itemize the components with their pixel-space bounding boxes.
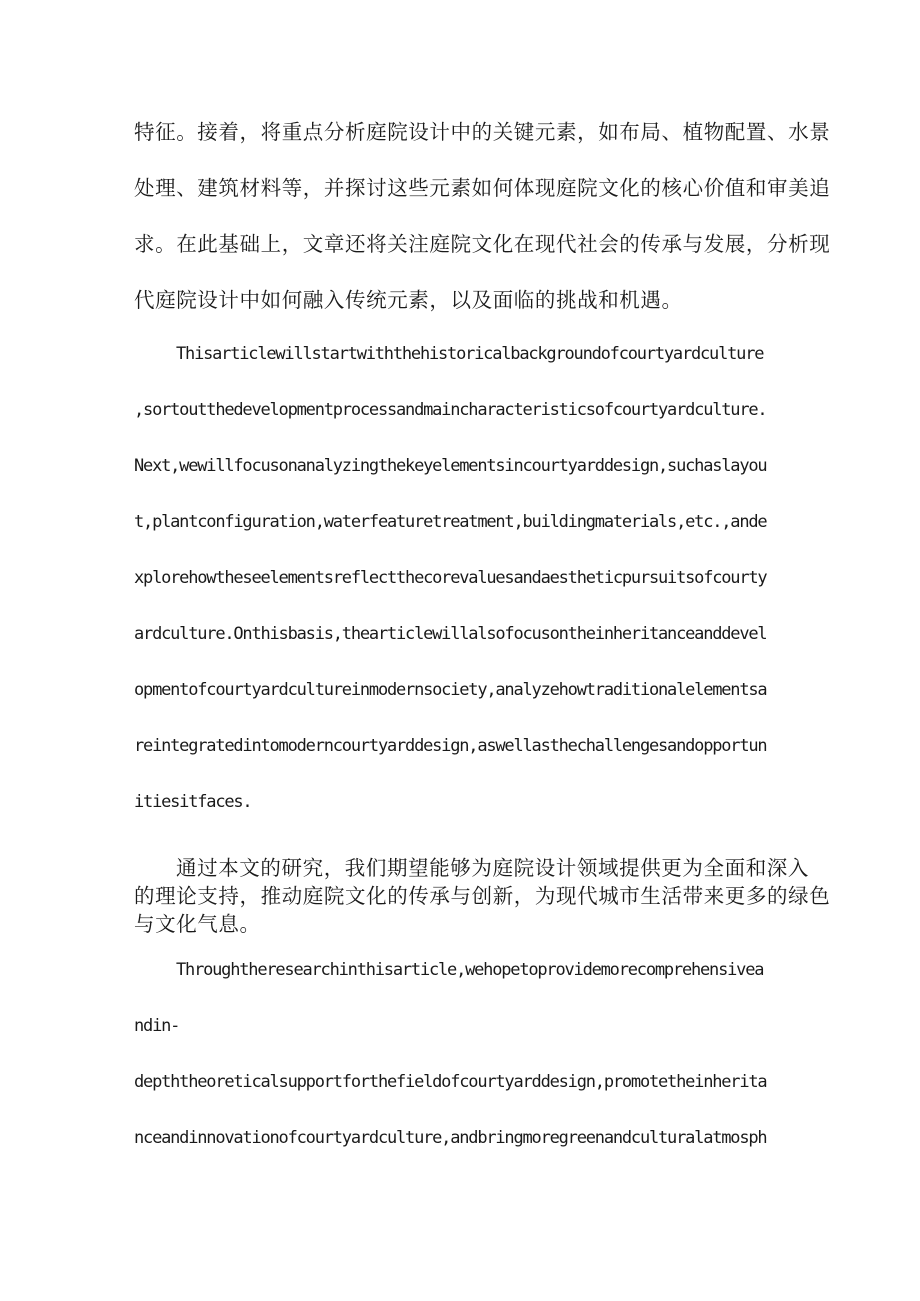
text-line: reintegratedintomoderncourtyarddesign,aswellasthechallengesandopportun <box>134 736 767 756</box>
text-line: 特征。接着，将重点分析庭院设计中的关键元素，如布局、植物配置、水景 <box>134 120 831 144</box>
text-line: Throughtheresearchinthisarticle,wehopetoprovidemorecomprehensivea <box>176 960 764 980</box>
text-line: Thisarticlewillstartwiththehistoricalbackgroundofcourtyardculture <box>176 344 764 364</box>
text-line: opmentofcourtyardcultureinmodernsociety,analyzehowtraditionalelementsa <box>134 680 767 700</box>
text-line: depththeoreticalsupportforthefieldofcourtyarddesign,promotetheinherita <box>134 1072 767 1092</box>
text-line: ndin- <box>134 1016 180 1036</box>
text-line: 处理、建筑材料等，并探讨这些元素如何体现庭院文化的核心价值和审美追 <box>134 176 831 200</box>
text-line: 通过本文的研究，我们期望能够为庭院设计领域提供更为全面和深入 <box>176 856 809 880</box>
text-line: ardculture.Onthisbasis,thearticlewillalsofocusontheinheritanceanddevel <box>134 624 767 644</box>
text-line: 与文化气息。 <box>134 912 261 936</box>
text-line: t,plantconfiguration,waterfeaturetreatment,buildingmaterials,etc.,ande <box>134 512 767 532</box>
text-line: Next,wewillfocusonanalyzingthekeyelementsincourtyarddesign,suchaslayou <box>134 456 767 476</box>
text-line: ,sortoutthedevelopmentprocessandmaincharacteristicsofcourtyardculture. <box>134 400 767 420</box>
text-line: 求。在此基础上，文章还将关注庭院文化在现代社会的传承与发展，分析现 <box>134 232 831 256</box>
text-line: 的理论支持，推动庭院文化的传承与创新，为现代城市生活带来更多的绿色 <box>134 884 831 908</box>
text-line: itiesitfaces. <box>134 792 252 812</box>
text-line: xplorehowtheseelementsreflectthecorevaluesandaestheticpursuitsofcourty <box>134 568 767 588</box>
text-line: 代庭院设计中如何融入传统元素，以及面临的挑战和机遇。 <box>134 288 683 312</box>
text-line: nceandinnovationofcourtyardculture,andbringmoregreenandculturalatmosph <box>134 1128 767 1148</box>
